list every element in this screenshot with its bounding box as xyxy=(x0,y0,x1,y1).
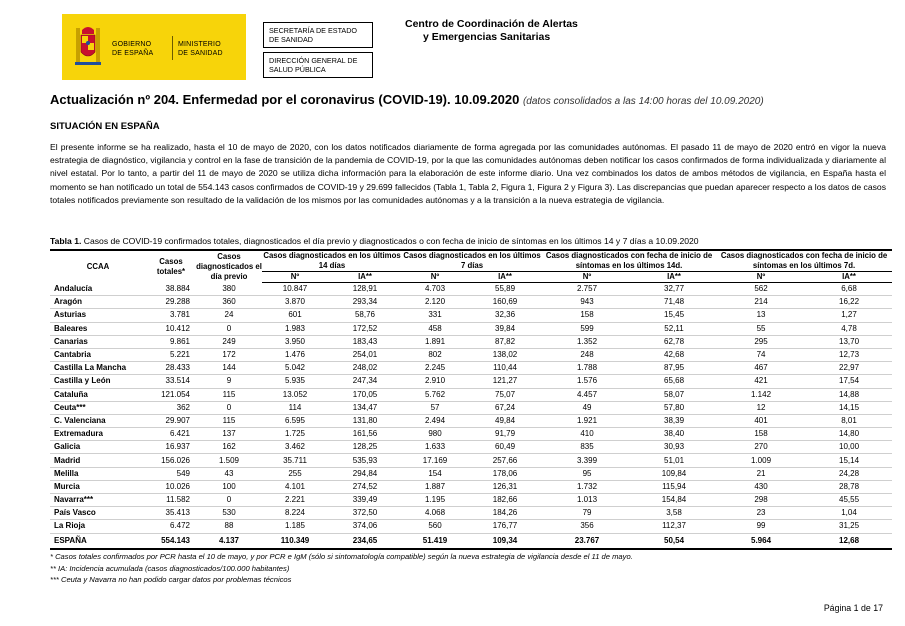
table-cell: 16,22 xyxy=(806,296,892,309)
header-ccaa: CCAA xyxy=(50,250,146,283)
table-cell: 182,66 xyxy=(468,494,542,507)
table-cell: 0 xyxy=(196,494,262,507)
table-cell: 14,15 xyxy=(806,401,892,414)
table-cell: 835 xyxy=(542,441,632,454)
table-cell: 38,39 xyxy=(632,414,716,427)
header-casos-totales: Casos totales* xyxy=(146,250,196,283)
table-cell: 247,34 xyxy=(328,375,402,388)
table-cell: 55 xyxy=(716,322,806,335)
table-row xyxy=(50,362,892,375)
table-cell: 1.476 xyxy=(262,348,328,361)
table-row xyxy=(50,480,892,493)
table-cell: 23 xyxy=(716,507,806,520)
table-cell: 1,04 xyxy=(806,507,892,520)
section-title: SITUACIÓN EN ESPAÑA xyxy=(50,121,160,132)
table-cell: 43 xyxy=(196,467,262,480)
table-cell: 3.399 xyxy=(542,454,632,467)
table-cell: 2.120 xyxy=(402,296,468,309)
table-cell: 15,45 xyxy=(632,309,716,322)
table-cell: 87,95 xyxy=(632,362,716,375)
table-cell: 293,34 xyxy=(328,296,402,309)
table-cell: 154,84 xyxy=(632,494,716,507)
table-cell: 160,69 xyxy=(468,296,542,309)
table-cell: 802 xyxy=(402,348,468,361)
table-cell: 58,07 xyxy=(632,388,716,401)
table-cell: 121.054 xyxy=(146,388,196,401)
logo-divider xyxy=(172,36,173,60)
table-cell: 356 xyxy=(542,520,632,533)
table-cell: 421 xyxy=(716,375,806,388)
ccaa-name-cell: Melilla xyxy=(50,467,146,480)
table-cell: 6.421 xyxy=(146,428,196,441)
ccaa-name-cell: Navarra*** xyxy=(50,494,146,507)
table-cell: 257,66 xyxy=(468,454,542,467)
table-cell: 170,05 xyxy=(328,388,402,401)
table-cell: 38,40 xyxy=(632,428,716,441)
table-cell: 33.514 xyxy=(146,375,196,388)
ccaa-name-cell: País Vasco xyxy=(50,507,146,520)
table-row xyxy=(50,414,892,427)
table-cell: 255 xyxy=(262,467,328,480)
table-cell: 530 xyxy=(196,507,262,520)
total-cell: 234,65 xyxy=(328,533,402,549)
table-row xyxy=(50,375,892,388)
ccaa-name-cell: Cantabria xyxy=(50,348,146,361)
ccaa-name-cell: Canarias xyxy=(50,335,146,348)
table-cell: 4.068 xyxy=(402,507,468,520)
table-cell: 28,78 xyxy=(806,480,892,493)
header-sintomas-14d: Casos diagnosticados con fecha de inicio de síntomas en los últimos 14d. xyxy=(542,250,716,272)
table-cell: 158 xyxy=(716,428,806,441)
table-cell: 599 xyxy=(542,322,632,335)
table-cell: 380 xyxy=(196,283,262,296)
ccaa-name-cell: Murcia xyxy=(50,480,146,493)
ccaa-name-cell: Castilla La Mancha xyxy=(50,362,146,375)
table-cell: 13,70 xyxy=(806,335,892,348)
table-cell: 99 xyxy=(716,520,806,533)
table-cell: 1.725 xyxy=(262,428,328,441)
table-cell: 13.052 xyxy=(262,388,328,401)
table-cell: 5.221 xyxy=(146,348,196,361)
table-cell: 28.433 xyxy=(146,362,196,375)
total-cell: 12,68 xyxy=(806,533,892,549)
table-cell: 458 xyxy=(402,322,468,335)
table-cell: 549 xyxy=(146,467,196,480)
header-n: Nº xyxy=(262,272,328,283)
note-3: *** Ceuta y Navarra no han podido cargar datos por problemas técnicos xyxy=(50,575,292,584)
table-cell: 52,11 xyxy=(632,322,716,335)
ccaa-name-cell: Andalucía xyxy=(50,283,146,296)
table-cell: 178,06 xyxy=(468,467,542,480)
table-cell: 134,47 xyxy=(328,401,402,414)
table-cell: 161,56 xyxy=(328,428,402,441)
table-cell: 11.582 xyxy=(146,494,196,507)
table-cell: 24 xyxy=(196,309,262,322)
ccaa-name-cell: Cataluña xyxy=(50,388,146,401)
table-cell: 535,93 xyxy=(328,454,402,467)
table-cell: 22,97 xyxy=(806,362,892,375)
table-cell: 172 xyxy=(196,348,262,361)
total-cell: 50,54 xyxy=(632,533,716,549)
header-n: Nº xyxy=(542,272,632,283)
table-cell: 109,84 xyxy=(632,467,716,480)
table-cell: 6,68 xyxy=(806,283,892,296)
table-cell: 2.494 xyxy=(402,414,468,427)
table-cell: 115,94 xyxy=(632,480,716,493)
table-cell: 95 xyxy=(542,467,632,480)
table-cell: 128,91 xyxy=(328,283,402,296)
table-cell: 87,82 xyxy=(468,335,542,348)
table-cell: 980 xyxy=(402,428,468,441)
table-cell: 32,77 xyxy=(632,283,716,296)
table-cell: 270 xyxy=(716,441,806,454)
table-cell: 10,00 xyxy=(806,441,892,454)
table-cell: 2.245 xyxy=(402,362,468,375)
ministerio-text: MINISTERIO DE SANIDAD xyxy=(178,41,223,57)
table-cell: 6.472 xyxy=(146,520,196,533)
header-diag-previo: Casos diagnosticados el día previo xyxy=(196,251,262,281)
table-caption: Tabla 1. Casos de COVID-19 confirmados totales, diagnosticados el día previo y diagnosticados o con fecha de inicio de síntomas en los últimos 14 y 7 días a 10.09.2020 xyxy=(50,236,699,246)
table-cell: 114 xyxy=(262,401,328,414)
table-cell: 0 xyxy=(196,322,262,335)
table-row xyxy=(50,388,892,401)
table-cell: 60,49 xyxy=(468,441,542,454)
table-cell: 15,14 xyxy=(806,454,892,467)
total-cell: 109,34 xyxy=(468,533,542,549)
table-cell: 158 xyxy=(542,309,632,322)
table-cell: 14,80 xyxy=(806,428,892,441)
table-cell: 67,24 xyxy=(468,401,542,414)
table-cell: 17,54 xyxy=(806,375,892,388)
table-cell: 176,77 xyxy=(468,520,542,533)
table-cell: 100 xyxy=(196,480,262,493)
header-ia: IA** xyxy=(328,272,402,283)
table-cell: 172,52 xyxy=(328,322,402,335)
table-cell: 294,84 xyxy=(328,467,402,480)
coat-of-arms-icon xyxy=(74,24,102,68)
header-ia: IA** xyxy=(806,272,892,283)
table-cell: 1.887 xyxy=(402,480,468,493)
table-row xyxy=(50,428,892,441)
table-cell: 49,84 xyxy=(468,414,542,427)
table-cell: 1.195 xyxy=(402,494,468,507)
header-7d: Casos diagnosticados en los últimos 7 días xyxy=(403,251,541,270)
table-cell: 430 xyxy=(716,480,806,493)
header-sintomas-7d: Casos diagnosticados con fecha de inicio de síntomas en los últimos 7d. xyxy=(716,250,892,272)
note-1: * Casos totales confirmados por PCR hasta el 10 de mayo, y por PCR e IgM (sólo si sintomatología compatible) según la nueva estrategia de vigilancia desde el 11 de mayo. xyxy=(50,552,633,561)
table-cell: 51,01 xyxy=(632,454,716,467)
table-cell: 1.921 xyxy=(542,414,632,427)
ccaa-name-cell: Extremadura xyxy=(50,428,146,441)
table-cell: 79 xyxy=(542,507,632,520)
table-row xyxy=(50,296,892,309)
table-cell: 3,58 xyxy=(632,507,716,520)
table-cell: 110,44 xyxy=(468,362,542,375)
table-cell: 115 xyxy=(196,414,262,427)
table-notes xyxy=(50,551,633,586)
table-row xyxy=(50,494,892,507)
page-subtitle: (datos consolidados a las 14:00 horas del 10.09.2020) xyxy=(522,96,764,107)
table-cell: 249 xyxy=(196,335,262,348)
table-cell: 2.757 xyxy=(542,283,632,296)
table-cell: 71,48 xyxy=(632,296,716,309)
table-cell: 8,01 xyxy=(806,414,892,427)
table-cell: 3.462 xyxy=(262,441,328,454)
table-cell: 1.891 xyxy=(402,335,468,348)
header-n: Nº xyxy=(716,272,806,283)
table-cell: 74 xyxy=(716,348,806,361)
table-cell: 12 xyxy=(716,401,806,414)
ccaa-name-cell: Galicia xyxy=(50,441,146,454)
table-row xyxy=(50,467,892,480)
table-cell: 35.711 xyxy=(262,454,328,467)
table-cell: 10.412 xyxy=(146,322,196,335)
table-cell: 131,80 xyxy=(328,414,402,427)
header-14d: Casos diagnosticados en los últimos 14 días xyxy=(263,251,401,270)
table-cell: 10.847 xyxy=(262,283,328,296)
table-cell: 115 xyxy=(196,388,262,401)
table-row xyxy=(50,348,892,361)
table-cell: 3.870 xyxy=(262,296,328,309)
direccion-box: DIRECCIÓN GENERAL DE SALUD PÚBLICA xyxy=(263,52,373,78)
table-cell: 274,52 xyxy=(328,480,402,493)
page-number: Página 1 de 17 xyxy=(823,603,883,613)
table-cell: 1.352 xyxy=(542,335,632,348)
table-cell: 57 xyxy=(402,401,468,414)
ccaa-name-cell: Madrid xyxy=(50,454,146,467)
table-cell: 112,37 xyxy=(632,520,716,533)
table-cell: 214 xyxy=(716,296,806,309)
table-cell: 45,55 xyxy=(806,494,892,507)
table-cell: 5.762 xyxy=(402,388,468,401)
table-row xyxy=(50,322,892,335)
secretaria-box: SECRETARÍA DE ESTADO DE SANIDAD xyxy=(263,22,373,48)
table-cell: 42,68 xyxy=(632,348,716,361)
table-cell: 4.703 xyxy=(402,283,468,296)
table-cell: 248,02 xyxy=(328,362,402,375)
table-cell: 467 xyxy=(716,362,806,375)
table-cell: 128,25 xyxy=(328,441,402,454)
table-cell: 32,36 xyxy=(468,309,542,322)
page-title: Actualización nº 204. Enfermedad por el coronavirus (COVID-19). 10.09.2020 (datos consolidados a las 14:00 horas del 10.09.2020) xyxy=(50,92,764,107)
table-cell: 360 xyxy=(196,296,262,309)
table-cell: 137 xyxy=(196,428,262,441)
total-cell: 110.349 xyxy=(262,533,328,549)
total-cell: 23.767 xyxy=(542,533,632,549)
table-cell: 372,50 xyxy=(328,507,402,520)
table-cell: 331 xyxy=(402,309,468,322)
header-ia: IA** xyxy=(632,272,716,283)
table-row xyxy=(50,309,892,322)
table-cell: 562 xyxy=(716,283,806,296)
table-cell: 156.026 xyxy=(146,454,196,467)
table-cell: 4.101 xyxy=(262,480,328,493)
table-row xyxy=(50,283,892,296)
table-cell: 35.413 xyxy=(146,507,196,520)
table-cell: 9 xyxy=(196,375,262,388)
table-cell: 183,43 xyxy=(328,335,402,348)
table-cell: 1,27 xyxy=(806,309,892,322)
total-cell: 5.964 xyxy=(716,533,806,549)
table-cell: 29.288 xyxy=(146,296,196,309)
table-cell: 126,31 xyxy=(468,480,542,493)
table-cell: 29.907 xyxy=(146,414,196,427)
table-cell: 3.950 xyxy=(262,335,328,348)
table-cell: 295 xyxy=(716,335,806,348)
table-row xyxy=(50,335,892,348)
table-cell: 362 xyxy=(146,401,196,414)
table-cell: 58,76 xyxy=(328,309,402,322)
ccaa-name-cell: Ceuta*** xyxy=(50,401,146,414)
table-cell: 31,25 xyxy=(806,520,892,533)
table-cell: 3.781 xyxy=(146,309,196,322)
table-cell: 24,28 xyxy=(806,467,892,480)
table-cell: 4,78 xyxy=(806,322,892,335)
table-cell: 12,73 xyxy=(806,348,892,361)
ccaa-name-cell: Baleares xyxy=(50,322,146,335)
total-cell: 554.143 xyxy=(146,533,196,549)
table-cell: 601 xyxy=(262,309,328,322)
table-cell: 339,49 xyxy=(328,494,402,507)
ccaa-name-cell: Asturias xyxy=(50,309,146,322)
table-cell: 248 xyxy=(542,348,632,361)
table-cell: 2.910 xyxy=(402,375,468,388)
intro-paragraph: El presente informe se ha realizado, hasta el 10 de mayo de 2020, con los datos notificados diariamente de forma agregada por las comunidades autónomas. El pasado 11 de mayo de 2020 entró en vigor la nueva estrategia de diagnóstico, vigilancia y control en la fase de transición de la pandemia de COVID-19, por la que las comunidades autónomas deben notificar los casos confirmados de forma individualizada y diariamente al nivel estatal. Por lo tanto, a partir del 11 de mayo de 2020 se utiliza dicha información para la elaboración de este informe diario. Una vez combinados los datos de ambos métodos de vigilancia, en España hasta el momento se han notificado un total de 554.143 casos confirmados de COVID-19 y 29.699 fallecidos (Tabla 1, Tabla 2, Figura 1, Figura 2 y Figura 3). Las discrepancias que puedan aparecer respecto a los datos de casos totales notificados previamente son resultado de la validación de los mismos por las comunidades autónomas y a la transición a la nueva estrategia de vigilancia. xyxy=(50,142,886,205)
table-cell: 560 xyxy=(402,520,468,533)
table-cell: 14,88 xyxy=(806,388,892,401)
table-cell: 38.884 xyxy=(146,283,196,296)
table-cell: 254,01 xyxy=(328,348,402,361)
table-cell: 154 xyxy=(402,467,468,480)
table-row xyxy=(50,454,892,467)
table-cell: 1.013 xyxy=(542,494,632,507)
table-cell: 162 xyxy=(196,441,262,454)
table-cell: 5.935 xyxy=(262,375,328,388)
table-cell: 1.009 xyxy=(716,454,806,467)
total-cell: 51.419 xyxy=(402,533,468,549)
table-cell: 6.595 xyxy=(262,414,328,427)
total-cell: ESPAÑA xyxy=(50,533,146,549)
table-row xyxy=(50,507,892,520)
table-row xyxy=(50,520,892,533)
table-cell: 144 xyxy=(196,362,262,375)
gobierno-text: GOBIERNO DE ESPAÑA xyxy=(112,41,154,57)
table-cell: 55,89 xyxy=(468,283,542,296)
ccaa-name-cell: Aragón xyxy=(50,296,146,309)
table-cell: 88 xyxy=(196,520,262,533)
table-cell: 57,80 xyxy=(632,401,716,414)
table-cell: 21 xyxy=(716,467,806,480)
table-cell: 1.576 xyxy=(542,375,632,388)
header-n: Nº xyxy=(402,272,468,283)
table-cell: 298 xyxy=(716,494,806,507)
table-cell: 16.937 xyxy=(146,441,196,454)
table-cell: 1.142 xyxy=(716,388,806,401)
table-cell: 121,27 xyxy=(468,375,542,388)
table-cell: 374,06 xyxy=(328,520,402,533)
table-cell: 401 xyxy=(716,414,806,427)
table-cell: 5.042 xyxy=(262,362,328,375)
table-row xyxy=(50,401,892,414)
covid-cases-table xyxy=(50,249,892,550)
ccaa-name-cell: Castilla y León xyxy=(50,375,146,388)
table-cell: 91,79 xyxy=(468,428,542,441)
table-cell: 1.788 xyxy=(542,362,632,375)
total-cell: 4.137 xyxy=(196,533,262,549)
table-cell: 39,84 xyxy=(468,322,542,335)
table-body xyxy=(50,283,892,534)
table-cell: 13 xyxy=(716,309,806,322)
table-cell: 30,93 xyxy=(632,441,716,454)
table-cell: 1.633 xyxy=(402,441,468,454)
table-cell: 4.457 xyxy=(542,388,632,401)
note-2: ** IA: Incidencia acumulada (casos diagnosticados/100.000 habitantes) xyxy=(50,563,290,573)
table-cell: 138,02 xyxy=(468,348,542,361)
government-logo xyxy=(62,14,246,80)
table-cell: 1.509 xyxy=(196,454,262,467)
table-cell: 1.185 xyxy=(262,520,328,533)
ccaa-name-cell: La Rioja xyxy=(50,520,146,533)
table-cell: 8.224 xyxy=(262,507,328,520)
ccaa-name-cell: C. Valenciana xyxy=(50,414,146,427)
table-cell: 62,78 xyxy=(632,335,716,348)
table-cell: 2.221 xyxy=(262,494,328,507)
table-cell: 410 xyxy=(542,428,632,441)
table-row xyxy=(50,441,892,454)
table-cell: 1.732 xyxy=(542,480,632,493)
header-ia: IA** xyxy=(468,272,542,283)
table-cell: 75,07 xyxy=(468,388,542,401)
table-cell: 49 xyxy=(542,401,632,414)
table-total-row xyxy=(50,533,892,549)
table-cell: 9.861 xyxy=(146,335,196,348)
table-cell: 943 xyxy=(542,296,632,309)
table-cell: 1.983 xyxy=(262,322,328,335)
table-cell: 17.169 xyxy=(402,454,468,467)
table-cell: 65,68 xyxy=(632,375,716,388)
ccaes-title: Centro de Coordinación de Alertas y Emergencias Sanitarias xyxy=(405,18,578,43)
table-cell: 184,26 xyxy=(468,507,542,520)
table-cell: 10.026 xyxy=(146,480,196,493)
table-cell: 0 xyxy=(196,401,262,414)
